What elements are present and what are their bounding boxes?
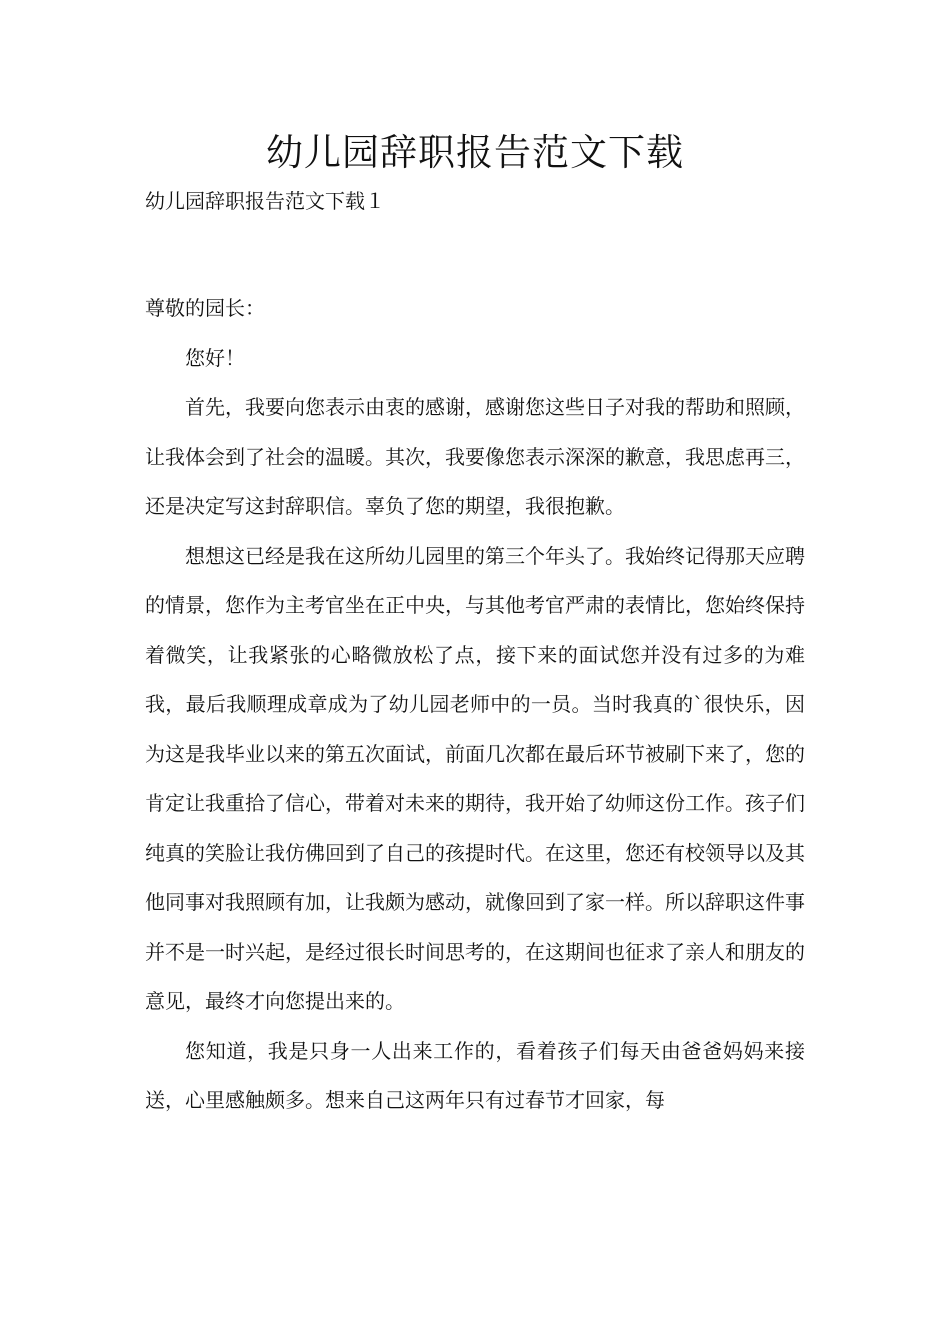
letter-paragraph: 您知道，我是只身一人出来工作的，看着孩子们每天由爸爸妈妈来接送，心里感触颇多。想来自己这两年只有过春节才回家，每 — [145, 1038, 805, 1112]
document-subtitle: 幼儿园辞职报告范文下载１ — [145, 189, 385, 213]
letter-body — [145, 284, 805, 1126]
letter-greeting: 您好！ — [185, 345, 245, 370]
document-title: 幼儿园辞职报告范文下载 — [266, 131, 684, 174]
letter-salutation: 尊敬的园长： — [145, 296, 265, 320]
letter-paragraph: 首先，我要向您表示由衷的感谢，感谢您这些日子对我的帮助和照顾，让我体会到了社会的温暖。其次，我要像您表示深深的歉意，我思虑再三，还是决定写这封辞职信。辜负了您的期望，我很抱歉。 — [145, 395, 805, 518]
letter-paragraph: 想想这已经是我在这所幼儿园里的第三个年头了。我始终记得那天应聘的情景，您作为主考官坐在正中央，与其他考官严肃的表情比，您始终保持着微笑，让我紧张的心略微放松了点，接下来的面试您并没有过多的为难我，最后我顺理成章成为了幼儿园老师中的一员。当时我真的`很快乐，因为这是我毕业以来的第五次面试，前面几次都在最后环节被刷下来了，您的肯定让我重拾了信心，带着对未来的期待，我开始了幼师这份工作。孩子们纯真的笑脸让我仿佛回到了自己的孩提时代。在这里，您还有校领导以及其他同事对我照顾有加，让我颇为感动，就像回到了家一样。所以辞职这件事并不是一时兴起，是经过很长时间思考的，在这期间也征求了亲人和朋友的意见，最终才向您提出来的。 — [145, 543, 805, 1013]
